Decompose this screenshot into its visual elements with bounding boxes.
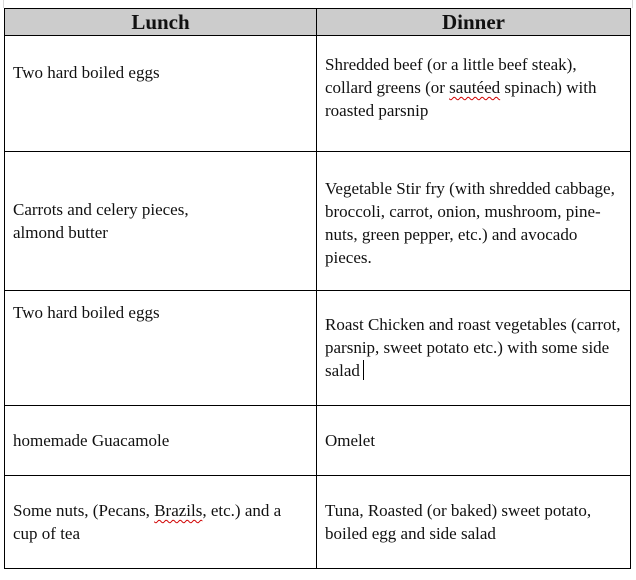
table-header-row bbox=[5, 9, 631, 36]
page-margin-guide-left bbox=[3, 0, 4, 8]
spellcheck-flagged-word[interactable]: sautéed bbox=[449, 78, 501, 97]
dinner-text bbox=[325, 53, 622, 122]
dinner-text-before: Shredded beef (or a little beef steak), collard greens (or bbox=[325, 55, 577, 97]
dinner-text-after: spinach) with roasted parsnip bbox=[325, 78, 597, 120]
table-row bbox=[5, 291, 631, 406]
lunch-text: Carrots and celery pieces, almond butter bbox=[13, 200, 189, 242]
dinner-text: Tuna, Roasted (or baked) sweet potato, boiled egg and side salad bbox=[325, 501, 592, 543]
dinner-cell[interactable] bbox=[317, 476, 631, 569]
lunch-text-after: , etc.) and a cup of tea bbox=[13, 501, 282, 543]
dinner-text: Omelet bbox=[325, 431, 376, 450]
lunch-cell[interactable] bbox=[5, 36, 317, 152]
dinner-cell[interactable] bbox=[317, 152, 631, 291]
table-row bbox=[5, 36, 631, 152]
page-margin-guide-right bbox=[632, 0, 633, 8]
dinner-cell[interactable] bbox=[317, 291, 631, 406]
table-row bbox=[5, 152, 631, 291]
dinner-cell[interactable] bbox=[317, 406, 631, 476]
dinner-text bbox=[325, 313, 622, 382]
column-header-dinner[interactable]: Dinner bbox=[317, 9, 631, 36]
dinner-text: Vegetable Stir fry (with shredded cabbage, broccoli, carrot, onion, mushroom, pine-nuts, green pepper, etc.) and avocado pieces. bbox=[325, 179, 615, 267]
lunch-text-before: Some nuts, (Pecans, bbox=[13, 501, 155, 520]
lunch-cell[interactable] bbox=[5, 476, 317, 569]
spellcheck-flagged-word[interactable]: Brazils bbox=[154, 501, 203, 520]
lunch-text bbox=[13, 499, 293, 545]
lunch-cell[interactable] bbox=[5, 291, 317, 406]
lunch-cell[interactable] bbox=[5, 152, 317, 291]
text-cursor bbox=[363, 360, 364, 380]
meal-plan-table bbox=[4, 8, 631, 569]
lunch-text: homemade Guacamole bbox=[13, 431, 170, 450]
column-header-lunch[interactable]: Lunch bbox=[5, 9, 317, 36]
dinner-text-content: Roast Chicken and roast vegetables (carrot, parsnip, sweet potato etc.) with some side salad bbox=[325, 314, 621, 380]
table-row bbox=[5, 406, 631, 476]
lunch-text: Two hard boiled eggs bbox=[13, 62, 160, 82]
lunch-text: Two hard boiled eggs bbox=[13, 303, 160, 322]
lunch-cell[interactable] bbox=[5, 406, 317, 476]
dinner-cell[interactable] bbox=[317, 36, 631, 152]
table-row bbox=[5, 476, 631, 569]
